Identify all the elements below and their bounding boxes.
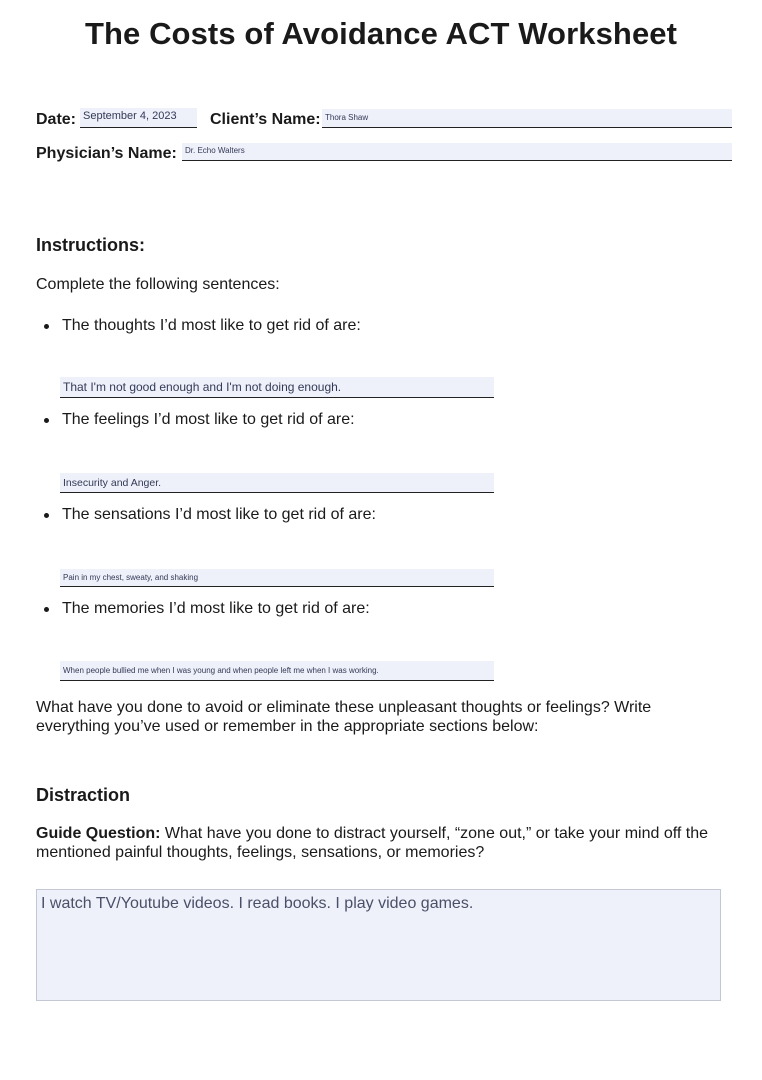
instructions-intro: Complete the following sentences:	[36, 276, 280, 293]
bullet-icon	[44, 324, 49, 329]
distraction-answer-box[interactable]: I watch TV/Youtube videos. I read books. I play video games.	[36, 889, 721, 1001]
physician-name-field[interactable]: Dr. Echo Walters	[182, 143, 732, 161]
bullet-icon	[44, 513, 49, 518]
memories-prompt: The memories I’d most like to get rid of are:	[62, 600, 370, 617]
date-field[interactable]: September 4, 2023	[80, 108, 197, 128]
bullet-icon	[44, 418, 49, 423]
sensations-answer-field[interactable]: Pain in my chest, sweaty, and shaking	[60, 569, 494, 587]
guide-question	[36, 824, 726, 862]
feelings-answer-field[interactable]: Insecurity and Anger.	[60, 473, 494, 493]
feelings-prompt: The feelings I’d most like to get rid of are:	[62, 411, 355, 428]
sensations-prompt: The sensations I’d most like to get rid of are:	[62, 506, 376, 523]
date-label: Date:	[36, 111, 77, 128]
client-name-field[interactable]: Thora Shaw	[322, 109, 732, 128]
worksheet-title: The Costs of Avoidance ACT Worksheet	[84, 16, 678, 51]
instructions-heading: Instructions:	[36, 235, 146, 255]
thoughts-prompt: The thoughts I’d most like to get rid of are:	[62, 317, 361, 334]
bullet-icon	[44, 607, 49, 612]
thoughts-answer-field[interactable]: That I'm not good enough and I'm not doing enough.	[60, 377, 494, 398]
distraction-heading: Distraction	[36, 785, 131, 805]
avoidance-question: What have you done to avoid or eliminate these unpleasant thoughts or feelings? Write everything you’ve used or remember in the appropriate sections below:	[36, 699, 652, 735]
guide-question-label: Guide Question:	[36, 825, 161, 842]
memories-answer-field[interactable]: When people bullied me when I was young and when people left me when I was working.	[60, 661, 494, 681]
physician-name-label: Physician’s Name:	[36, 145, 177, 162]
client-name-label: Client’s Name:	[210, 111, 321, 128]
guide-question-text: What have you done to distract yourself, “zone out,” or take your mind off the mentioned painful thoughts, feelings, sensations, or memories?	[36, 825, 708, 861]
